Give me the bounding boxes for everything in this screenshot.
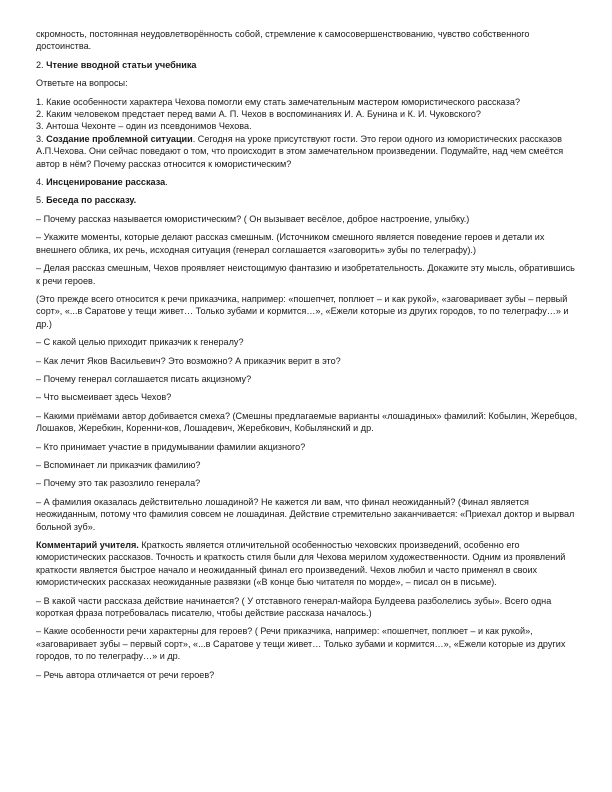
teacher-comment-title: Комментарий учителя.: [36, 540, 139, 550]
paragraph-question: – Кто принимает участие в придумывании фамилии акцизного?: [36, 441, 306, 452]
paragraph-question: – Укажите моменты, которые делают рассказ смешным. (Источником смешного является поведение героев и детали их внешнего облика, их речь, исходная ситуация (генерал соглашается «заговорить» зубы по телеграфу).): [36, 232, 545, 255]
question-item: 3. Антоша Чехонте – один из псевдонимов Чехова.: [36, 121, 252, 132]
paragraph-note: (Это прежде всего относится к речи приказчика, например: «пошепчет, поплюет – и как рукой», «заговаривает зубы – первый сорт», «...в Саратове у тещи живет… Только зубами и кормится…», «Ежели которые из других городов, то по телеграфу…» и др.): [36, 293, 569, 329]
question-item: 2. Каким человеком предстает перед вами А. П. Чехов в воспоминаниях И. А. Бунина и К. И. Чуковского?: [36, 109, 481, 120]
paragraph-question: – Какие особенности речи характерны для героев? ( Речи приказчика, например: «пошепчет, поплюет – и как рукой», «заговаривает зубы – первый сорт», «...в Саратове у тещи живет… Только зубами и кормится…», «Ежели которые из других городов, то по телеграфу…» и др.: [36, 626, 566, 662]
heading-reading: [36, 59, 581, 71]
paragraph-question: – Вспоминает ли приказчик фамилию?: [36, 459, 201, 470]
paragraph-question: – Как лечит Яков Васильевич? Это возможно? А приказчик верит в это?: [36, 355, 341, 366]
problem-situation: 3. Создание проблемной ситуации. Сегодня на уроке присутствуют гости. Это герои одного из юмористических рассказов А.П.Чехова. Они сейчас поведают о том, что происходит в этом замечательном произведении. Подумайте, над чем смеётся автор в нём? Почему рассказ относится к юмористическим?: [36, 133, 564, 169]
document-page: [36, 28, 581, 681]
paragraph-question: – Почему это так разозлило генерала?: [36, 478, 201, 489]
heading-number: 2.: [36, 59, 47, 70]
heading-text: Чтение вводной статьи учебника: [46, 59, 197, 70]
paragraph-question: – Какими приёмами автор добивается смеха? (Смешны предлагаемые варианты «лошадиных» фамилий: Кобылин, Жеребцов, Лошаков, Жеребкин, Коренни-ков, Лошадевич, Жеребкович, Кобылянский и др.: [36, 410, 578, 434]
paragraph-question: – В какой части рассказа действие начинается? ( У отставного генерал-майора Булдеева разболелись зубы». Всего одна короткая фраза потребовалась писателю, чтобы действие рассказа началось.): [36, 595, 552, 619]
paragraph-question: – А фамилия оказалась действительно лошадиной? Не кажется ли вам, что финал неожиданный? (Финал является неожиданным, потому что фамилия совсем не лошадиная. Действие стремительно заканчивается: «Приехал доктор и вырвал больной зуб».: [36, 496, 575, 532]
paragraph-question: – Речь автора отличается от речи героев?: [36, 669, 215, 680]
heading-text: Инсценирование рассказа: [46, 177, 166, 188]
question-item: 1. Какие особенности характера Чехова помогли ему стать замечательным мастером юмористического рассказа?: [36, 96, 521, 107]
problem-situation-title: Создание проблемной ситуации: [46, 133, 193, 144]
teacher-comment: Комментарий учителя. Краткость является отличительной особенностью чеховских произведений, особенно его юмористических рассказов. Точность и краткость стиля были для Чехова мерилом художественности. Одним из проявлений краткости является быстрое начало и неожиданный финал его произведений. Чехов любил и часто применял в своих юмористических рассказах неожиданные развязки («В конце бью читателя по морде», – писал он в письме).: [36, 540, 566, 588]
paragraph-question: – С какой целью приходит приказчик к генералу?: [36, 337, 244, 348]
paragraph-question: – Почему генерал соглашается писать акцизному?: [36, 373, 252, 384]
paragraph-question: – Что высмеивает здесь Чехов?: [36, 392, 172, 403]
paragraph-question: – Делая рассказ смешным, Чехов проявляет неистощимую фантазию и изобретательность. Докажите эту мысль, обратившись к речи героев.: [36, 263, 575, 286]
heading-staging: 4. Инсценирование рассказа.: [36, 177, 168, 188]
paragraph-answer-questions: Ответьте на вопросы:: [36, 78, 128, 89]
heading-text: Беседа по рассказу.: [46, 195, 137, 206]
heading-conversation: 5. Беседа по рассказу.: [36, 195, 137, 206]
paragraph-question: – Почему рассказ называется юмористическим? ( Он вызывает весёлое, доброе настроение, улыбку.): [36, 213, 470, 224]
paragraph-qualities: скромность, постоянная неудовлетворённость собой, стремление к самосовершенствованию, чувство собственного достоинства.: [36, 29, 530, 52]
question-list: [36, 96, 581, 170]
